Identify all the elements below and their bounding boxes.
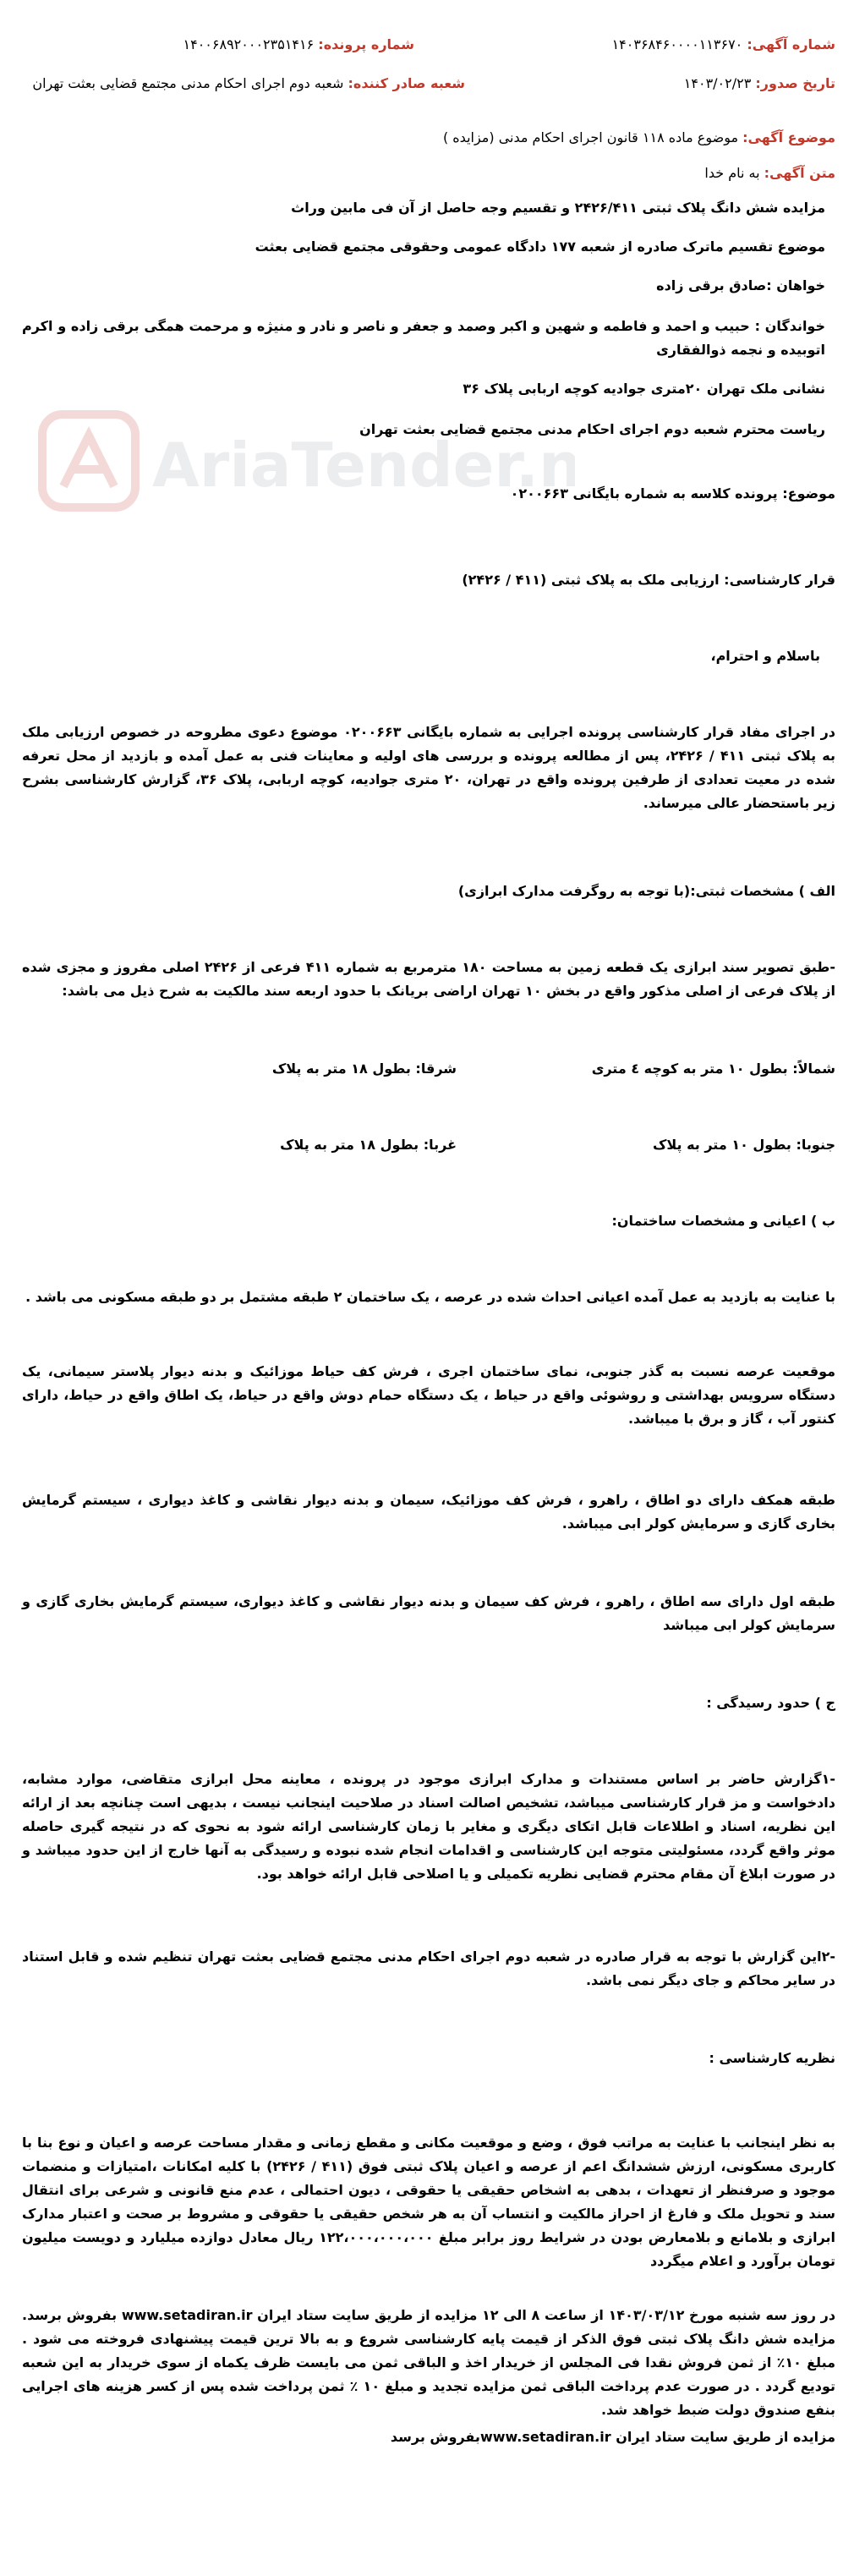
- boundary-west: غربا: بطول ۱۸ متر به پلاک: [280, 1137, 457, 1153]
- footer-line: مزایده از طریق سایت ستاد ایران www.setadiran.irبفروش برسد: [390, 2429, 835, 2445]
- issue-date: [684, 73, 835, 95]
- opinion-heading: نظریه کارشناسی :: [709, 2050, 835, 2066]
- visit-paragraph: با عنایت به بازدید به عمل آمده اعیانی احداث شده در عرصه ، یک ساختمان ۲ طبقه مشتمل بر دو طبقه مسکونی می باشد .: [25, 1289, 835, 1305]
- topic-line: موضوع: پرونده کلاسه به شماره بایگانی ۰۲۰۰۶۶۳: [510, 485, 835, 501]
- ad-number-value: ۱۴۰۳۶۸۴۶۰۰۰۰۱۱۳۶۷۰: [611, 36, 743, 52]
- ad-number: [612, 34, 835, 56]
- ad-body-title: [704, 162, 835, 184]
- yard-paragraph: موقعیت عرصه نسبت به گذر جنوبی، نمای ساختمان اجری ، فرش کف حیاط موزائیک و بدنه دیوار پلاستر سیمانی، یک دستگاه سرویس بهداشتی و روشوئی واقع در حیاط ، یک دستگاه حمام دوش واقع در حیاط، یک اطاق واقع در حیاط، دارای کنتور آب ، گاز و برق با میباشد.: [22, 1363, 835, 1427]
- defendants-line: خواندگان : حبیب و احمد و فاطمه و شهین و اکبر وصمد و جعفر و ناصر و نادر و منیژه و مرحمت همگی برقی زاده و اکرم اتوبیده و نجمه ذوالفقاری: [22, 318, 825, 358]
- auction-line: مزایده شش دانگ پلاک ثبتی ۲۴۲۶/۴۱۱ و تقسیم وجه حاصل از آن فی مابین وراث: [291, 200, 825, 216]
- case-number: [183, 34, 414, 56]
- scope-item-1: -۱گزارش حاضر بر اساس مستندات و مدارک ابرازی موجود در پرونده ، معاینه محل ابرازی متقاضی، موارد مشابه، دادخواست و مز قرار کارشناسی میباشد، تشخیص اصالت اسناد در صلاحیت اینجانب نیست ، بدیهی است چنانچه بعد از ارائه این نظریه، اسناد و اطلاعات قابل اتکای دیگری و مغایر با زمان کارشناسی ارائه شود به نحوی که در نتیجه گیری حاصله موثر واقع گردد، مسئولیتی متوجه این کارشناسی و اقدامات انجام شده نبوده و رسیدگی به آنها خارج از این حدود میباشد و در صورت ابلاغ آن مقام محترم قضایی نظریه تکمیلی و یا اصلاحی قابل ارائه خواهد بود.: [22, 1771, 835, 1882]
- case-subject-line: موضوع تقسیم ماترک صادره از شعبه ۱۷۷ دادگاه عمومی وحقوقی مجتمع قضایی بعثت: [255, 238, 825, 255]
- issuing-branch: [32, 73, 465, 95]
- ad-subject: [443, 127, 835, 149]
- issuing-branch-label: شعبه صادر کننده:: [348, 75, 465, 91]
- property-address-line: نشانی ملک تهران ۲۰متری جوادیه کوچه اربابی پلاک ۳۶: [463, 381, 825, 397]
- ad-subject-value: موضوع ماده ۱۱۸ قانون اجرای احکام مدنی (مزایده ): [442, 129, 739, 145]
- greeting-line: باسلام و احترام،: [710, 648, 820, 664]
- auction-notice-paragraph: در روز سه شنبه مورخ ۱۴۰۳/۰۳/۱۲ از ساعت ۸ الی ۱۲ مزایده از طریق سایت ستاد ایران www.setadiran.ir بفروش برسد. مزایده شش دانگ پلاک ثبتی فوق الذکر از قیمت پایه کارشناسی شروع و به بالا ترین قیمت پیشنهادی فروخته می شود . مبلغ ۱۰٪ از ثمن فروش نقدا فی المجلس از خریدار اخذ و الباقی ثمن می بایست ظرف یکماه از سوی خریدار به این شعبه تودیع گردد . در صورت عدم پرداخت الباقی ثمن مزایده تجدید و مبلغ ۱۰ ٪ ثمن پرداخت شده پس از کسر هزینه های اجرایی بنفع صندوق دولت ضبط خواهد شد.: [22, 2307, 836, 2418]
- case-number-label: شماره پرونده:: [318, 36, 414, 52]
- ground-floor-paragraph: طبقه همکف دارای دو اطاق ، راهرو ، فرش کف موزائیک، سیمان و بدنه دیوار نقاشی و کاغذ دیواری ، سیستم گرمایش بخاری گازی و سرمایش کولر ابی میباشد.: [22, 1492, 835, 1532]
- section-c-heading: ج ) حدود رسیدگی :: [706, 1695, 835, 1711]
- section-a-heading: الف ) مشخصات ثبتی:(با توجه به روگرفت مدارک ابرازی): [457, 883, 835, 899]
- section-b-heading: ب ) اعیانی و مشخصات ساختمان:: [611, 1213, 835, 1229]
- opinion-paragraph: به نظر اینجانب با عنایت به مراتب فوق ، وضع و موقعیت مکانی و مقطع زمانی و مقدار مساحت عرصه و اعیان و نوع بنا با کاربری مسکونی، ارزش ششدانگ اعم از عرصه و اعیان پلاک ثبتی فوق (۴۱۱ / ۲۴۲۶) با کلیه امکانات ،امتیازات و منضمات موجود و صرفنظر از تعهدات ، بدهی به اشخاص حقیقی یا حقوقی ، دیون احتمالی ، عدم منع قانونی و شرعی برای انتقال سند و تحویل ملک و فارغ از احراز مالکیت و انتساب آن به هر شخص حقیقی یا حقوقی و مشروط بر صحت و اعتبار مدارک ابرازی و بلامانع و بلامعارض بودن در شرایط روز برابر مبلغ ۱۲۲،۰۰۰،۰۰۰،۰۰۰ ریال معادل دوازده میلیارد و دویست میلیون تومان برآورد و اعلام میگردد: [22, 2135, 836, 2269]
- issue-date-label: تاریخ صدور:: [755, 75, 835, 91]
- ad-number-label: شماره آگهی:: [747, 36, 835, 52]
- watermark-text: AriaTender.n: [152, 430, 575, 501]
- expert-decision-line: قرار کارشناسی: ارزیابی ملک به پلاک ثبتی (۴۱۱ / ۲۴۲۶): [462, 572, 835, 588]
- ad-subject-label: موضوع آگهی:: [742, 129, 835, 145]
- presidency-line: ریاست محترم شعبه دوم اجرای احکام مدنی مجتمع قضایی بعثت تهران: [359, 421, 825, 437]
- issuing-branch-value: شعبه دوم اجرای احکام مدنی مجتمع قضایی بعثت تهران: [32, 75, 344, 91]
- claimant-line: خواهان :صادق برقی زاده: [656, 277, 825, 293]
- ad-body-label: متن آگهی:: [764, 165, 835, 181]
- boundary-east: شرقا: بطول ۱۸ متر به پلاک: [271, 1061, 457, 1077]
- first-floor-paragraph: طبقه اول دارای سه اطاق ، راهرو ، فرش کف سیمان و بدنه دیوار نقاشی و کاغذ دیواری، سیستم گرمایش بخاری گازی و سرمایش کولر ابی میباشد: [22, 1593, 835, 1633]
- registration-paragraph: -طبق تصویر سند ابرازی یک قطعه زمین به مساحت ۱۸۰ مترمربع به شماره ۴۱۱ فرعی از ۲۴۲۶ اصلی مفروز و مجزی شده از پلاک فرعی از اصلی مذکور واقع در بخش ۱۰ تهران اراضی بریانک با حدود اربعه سند مالکیت به شرح ذیل می باشد:: [22, 959, 836, 999]
- ad-body-value: به نام خدا: [704, 165, 760, 181]
- intro-paragraph: در اجرای مفاد قرار کارشناسی پرونده اجرایی به شماره بایگانی ۰۲۰۰۶۶۳ موضوع دعوی مطروحه در خصوص ارزیابی ملک به پلاک ثبتی ۴۱۱ / ۲۴۲۶، پس از مطالعه پرونده و بررسی های اولیه و معاینات فنی به عمل آمده و بازدید از محل تعرفه شده در معیت تعدادی از طرفین پرونده واقع در تهران، ۲۰ متری جوادیه، کوچه اربابی، پلاک ۳۶، گزارش کارشناسی بشرح زیر باستحضار عالی میرساند.: [22, 724, 836, 811]
- scope-item-2: -۲این گزارش با توجه به قرار صادره در شعبه دوم اجرای احکام مدنی مجتمع قضایی بعثت تهران تنظیم شده و قابل استناد در سایر محاکم و جای دیگر نمی باشد.: [22, 1948, 835, 1988]
- boundary-north: شمالاً: بطول ۱۰ متر به کوچه ٤ متری: [591, 1061, 835, 1077]
- issue-date-value: ۱۴۰۳/۰۲/۲۳: [683, 75, 752, 91]
- boundary-south: جنوبا: بطول ۱۰ متر به پلاک: [652, 1137, 835, 1153]
- case-number-value: ۱۴۰۰۶۸۹۲۰۰۰۲۳۵۱۴۱۶: [183, 36, 315, 52]
